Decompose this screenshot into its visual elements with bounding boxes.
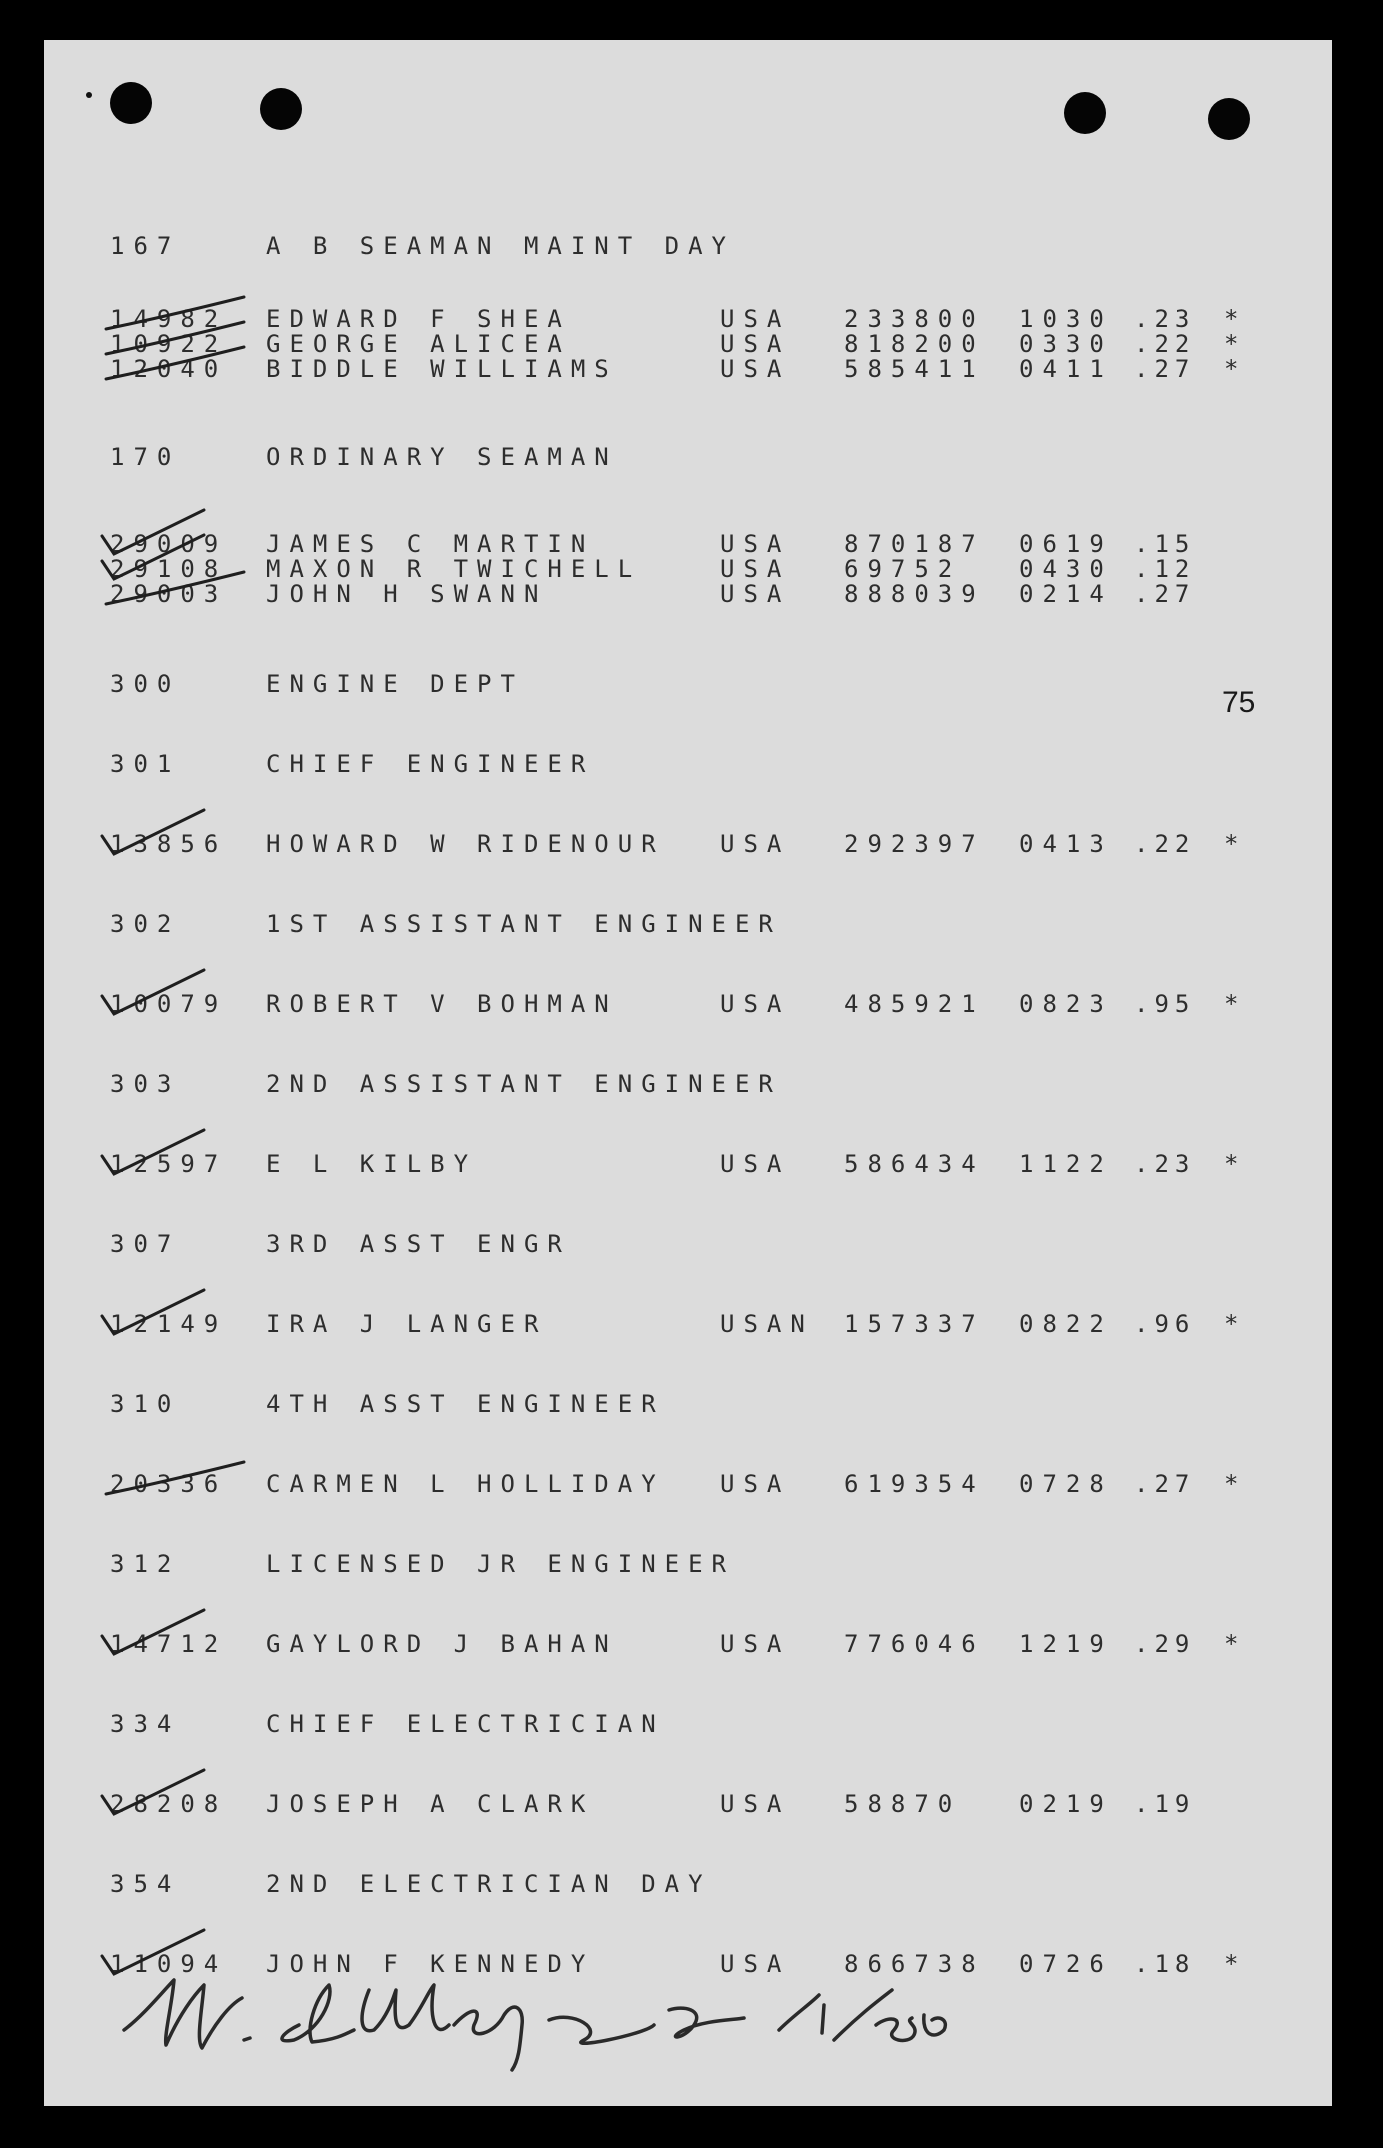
crew-name: ROBERT V BOHMAN (266, 990, 618, 1018)
asterisk-marker: * (1224, 1150, 1239, 1178)
nationality: USA (720, 580, 791, 608)
crew-id: 12597 (110, 1150, 228, 1178)
crew-id: 10922 (110, 330, 228, 358)
nationality: USA (720, 355, 791, 383)
rate-value: .23 (1134, 1150, 1196, 1178)
job-title: A B SEAMAN MAINT DAY (266, 232, 735, 260)
crew-name: IRA J LANGER (266, 1310, 548, 1338)
document-number: 818200 (844, 330, 985, 358)
crew-id: 10079 (110, 990, 228, 1018)
rate-value: .12 (1134, 555, 1196, 583)
crew-id: 29009 (110, 530, 228, 558)
job-code: 310 (110, 1390, 181, 1418)
crew-id: 20336 (110, 1470, 228, 1498)
date-code: 0214 (1019, 580, 1113, 608)
asterisk-marker: * (1224, 355, 1239, 383)
crew-name: BIDDLE WILLIAMS (266, 355, 618, 383)
crew-id: 11094 (110, 1950, 228, 1978)
crew-name: MAXON R TWICHELL (266, 555, 642, 583)
rate-value: .22 (1134, 830, 1196, 858)
job-title: 2ND ELECTRICIAN DAY (266, 1870, 712, 1898)
rate-value: .27 (1134, 580, 1196, 608)
document-page (44, 40, 1332, 2106)
job-title: 4TH ASST ENGINEER (266, 1390, 665, 1418)
crew-id: 13856 (110, 830, 228, 858)
job-title: 2ND ASSISTANT ENGINEER (266, 1070, 782, 1098)
date-code: 1030 (1019, 305, 1113, 333)
nationality: USA (720, 1950, 791, 1978)
crew-id: 12149 (110, 1310, 228, 1338)
date-code: 0411 (1019, 355, 1113, 383)
crew-name: GAYLORD J BAHAN (266, 1630, 618, 1658)
crew-id: 12040 (110, 355, 228, 383)
asterisk-marker: * (1224, 1470, 1239, 1498)
job-code: 307 (110, 1230, 181, 1258)
crew-name: JOHN F KENNEDY (266, 1950, 595, 1978)
crew-id: 14712 (110, 1630, 228, 1658)
crew-id: 28208 (110, 1790, 228, 1818)
nationality: USA (720, 1470, 791, 1498)
document-number: 776046 (844, 1630, 985, 1658)
asterisk-marker: * (1224, 1310, 1239, 1338)
document-number: 292397 (844, 830, 985, 858)
crew-name: GEORGE ALICEA (266, 330, 571, 358)
document-number: 485921 (844, 990, 985, 1018)
crew-name: JAMES C MARTIN (266, 530, 595, 558)
rate-value: .95 (1134, 990, 1196, 1018)
job-title: CHIEF ENGINEER (266, 750, 595, 778)
rate-value: .96 (1134, 1310, 1196, 1338)
date-code: 0822 (1019, 1310, 1113, 1338)
rate-value: .27 (1134, 1470, 1196, 1498)
rate-value: .19 (1134, 1790, 1196, 1818)
signature-svg (44, 40, 1332, 2106)
job-code: 312 (110, 1550, 181, 1578)
rate-value: .29 (1134, 1630, 1196, 1658)
asterisk-marker: * (1224, 1950, 1239, 1978)
document-number: 585411 (844, 355, 985, 383)
rate-value: .22 (1134, 330, 1196, 358)
nationality: USA (720, 830, 791, 858)
rate-value: .18 (1134, 1950, 1196, 1978)
job-code: 302 (110, 910, 181, 938)
document-number: 69752 (844, 555, 962, 583)
date-code: 0728 (1019, 1470, 1113, 1498)
job-title: 1ST ASSISTANT ENGINEER (266, 910, 782, 938)
date-code: 1122 (1019, 1150, 1113, 1178)
page-number: 75 (1222, 686, 1256, 719)
nationality: USA (720, 330, 791, 358)
crew-name: JOHN H SWANN (266, 580, 548, 608)
job-title: ENGINE DEPT (266, 670, 524, 698)
job-code: 167 (110, 232, 181, 260)
crew-id: 29003 (110, 580, 228, 608)
date-code: 0726 (1019, 1950, 1113, 1978)
job-code: 354 (110, 1870, 181, 1898)
nationality: USA (720, 1630, 791, 1658)
crew-id: 14982 (110, 305, 228, 333)
date-code: 0330 (1019, 330, 1113, 358)
nationality: USA (720, 1150, 791, 1178)
document-number: 888039 (844, 580, 985, 608)
date-code: 0219 (1019, 1790, 1113, 1818)
job-title: CHIEF ELECTRICIAN (266, 1710, 665, 1738)
nationality: USA (720, 555, 791, 583)
signature-handwriting (124, 1980, 945, 2070)
date-code: 0413 (1019, 830, 1113, 858)
crew-name: EDWARD F SHEA (266, 305, 571, 333)
date-code: 0619 (1019, 530, 1113, 558)
crew-id: 29108 (110, 555, 228, 583)
document-number: 157337 (844, 1310, 985, 1338)
asterisk-marker: * (1224, 305, 1239, 333)
job-title: ORDINARY SEAMAN (266, 443, 618, 471)
nationality: USAN (720, 1310, 814, 1338)
job-code: 170 (110, 443, 181, 471)
date-code: 0823 (1019, 990, 1113, 1018)
job-title: LICENSED JR ENGINEER (266, 1550, 735, 1578)
job-title: 3RD ASST ENGR (266, 1230, 571, 1258)
date-code: 0430 (1019, 555, 1113, 583)
document-number: 586434 (844, 1150, 985, 1178)
date-code: 1219 (1019, 1630, 1113, 1658)
asterisk-marker: * (1224, 830, 1239, 858)
job-code: 300 (110, 670, 181, 698)
job-code: 301 (110, 750, 181, 778)
asterisk-marker: * (1224, 1630, 1239, 1658)
asterisk-marker: * (1224, 330, 1239, 358)
document-number: 233800 (844, 305, 985, 333)
document-number: 619354 (844, 1470, 985, 1498)
document-number: 58870 (844, 1790, 962, 1818)
nationality: USA (720, 990, 791, 1018)
nationality: USA (720, 1790, 791, 1818)
rate-value: .27 (1134, 355, 1196, 383)
crew-name: HOWARD W RIDENOUR (266, 830, 665, 858)
document-number: 866738 (844, 1950, 985, 1978)
document-number: 870187 (844, 530, 985, 558)
crew-name: E L KILBY (266, 1150, 478, 1178)
job-code: 303 (110, 1070, 181, 1098)
asterisk-marker: * (1224, 990, 1239, 1018)
rate-value: .23 (1134, 305, 1196, 333)
rate-value: .15 (1134, 530, 1196, 558)
nationality: USA (720, 530, 791, 558)
nationality: USA (720, 305, 791, 333)
job-code: 334 (110, 1710, 181, 1738)
crew-name: JOSEPH A CLARK (266, 1790, 595, 1818)
crew-name: CARMEN L HOLLIDAY (266, 1470, 665, 1498)
